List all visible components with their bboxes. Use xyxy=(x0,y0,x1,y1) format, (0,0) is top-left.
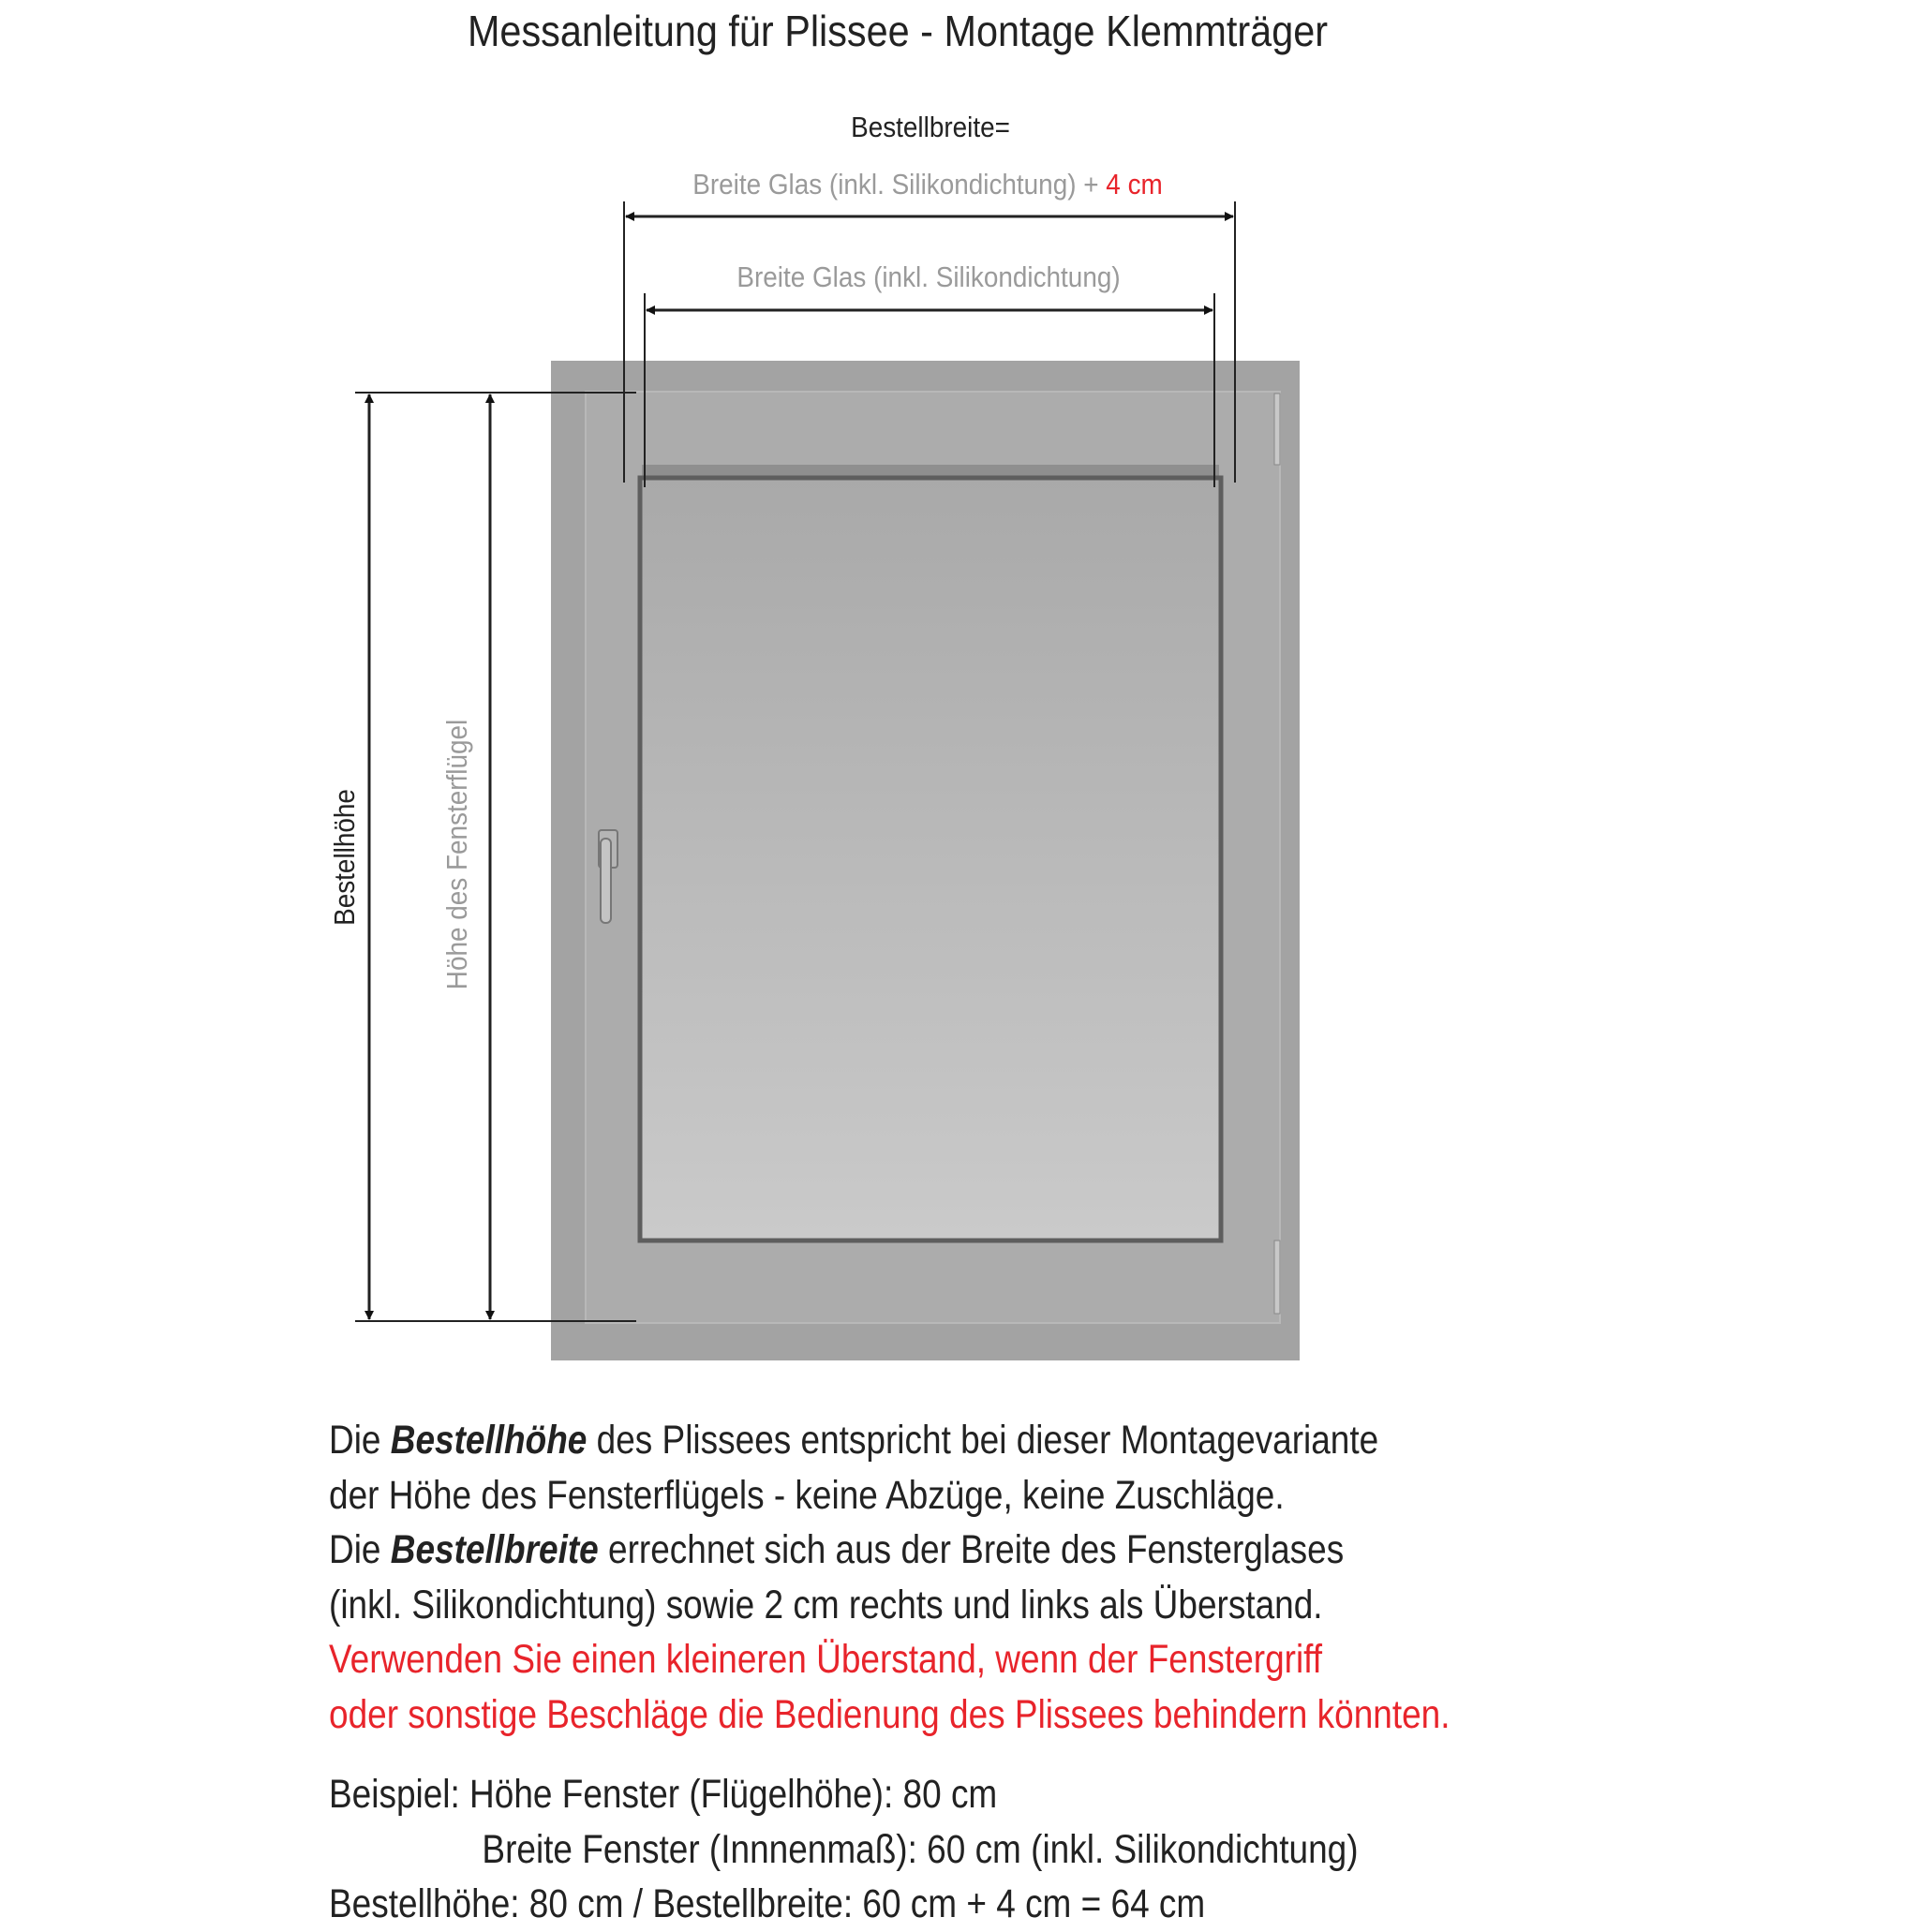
window-glass xyxy=(640,478,1221,1241)
inner-width-label: Breite Glas (inkl. Silikondichtung) xyxy=(736,260,1121,294)
text: Die xyxy=(329,1527,391,1572)
outer-width-label xyxy=(692,169,1163,201)
page-title: Messanleitung für Plissee - Montage Klemmträger xyxy=(467,7,1329,55)
order-height-label: Bestellhöhe xyxy=(328,789,362,926)
instructions xyxy=(329,1413,1450,1932)
warning-line: oder sonstige Beschläge die Bedienung des Plissees behindern könnten. xyxy=(329,1691,1450,1737)
paragraph-line: (inkl. Silikondichtung) sowie 2 cm rechts und links als Überstand. xyxy=(329,1582,1323,1627)
example-line: Beispiel: Höhe Fenster (Flügelhöhe): 80 cm xyxy=(329,1772,998,1817)
text: des Plissees entspricht bei dieser Montagevariante xyxy=(587,1418,1379,1463)
outer-width-text: Breite Glas (inkl. Silikondichtung) + xyxy=(692,168,1107,201)
example-line: Breite Fenster (Innnenmaß): 60 cm (inkl. Silikondichtung) xyxy=(482,1826,1359,1872)
spacer xyxy=(329,1742,1450,1767)
sash-height-label: Höhe des Fensterflügel xyxy=(440,719,474,990)
paragraph-line xyxy=(329,1523,1450,1578)
hinge-top xyxy=(1274,394,1280,465)
paragraph-line xyxy=(329,1413,1450,1468)
text: errechnet sich aus der Breite des Fensterglases xyxy=(598,1527,1345,1572)
text: Die xyxy=(329,1418,391,1463)
emphasis-order-width: Bestellbreite xyxy=(390,1527,599,1572)
window-handle-icon xyxy=(601,839,611,923)
paragraph-line: der Höhe des Fensterflügels - keine Abzüge, keine Zuschläge. xyxy=(329,1472,1285,1518)
emphasis-order-height: Bestellhöhe xyxy=(390,1418,588,1463)
order-width-label: Bestellbreite= xyxy=(851,111,1010,144)
outer-width-extra: 4 cm xyxy=(1106,168,1163,201)
hinge-bottom xyxy=(1274,1241,1280,1314)
example-result: Bestellhöhe: 80 cm / Bestellbreite: 60 cm + 4 cm = 64 cm xyxy=(329,1881,1206,1926)
warning-line: Verwenden Sie einen kleineren Überstand, wenn der Fenstergriff xyxy=(329,1637,1323,1682)
